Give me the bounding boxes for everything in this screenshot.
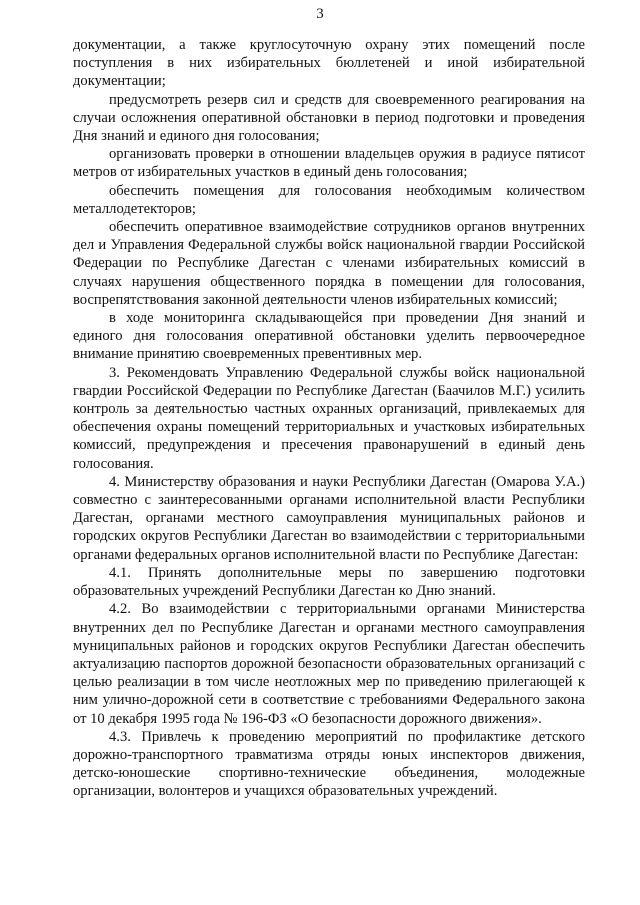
paragraph-item-4-3: 4.3. Привлечь к проведению мероприятий по профилактике детского дорожно-транспортного травматизма отряды юных инспекторов движения, детско-юношеские спортивно-технические объединения, молодежные организации, волонтеров и учащихся образовательных учреждений. (73, 728, 585, 800)
paragraph-item-3: 3. Рекомендовать Управлению Федеральной службы войск национальной гвардии Российской Федерации по Республике Дагестан (Баачилов М.Г.) усилить контроль за деятельностью частных охранных организаций, привлекаемых для обеспечения охраны помещений территориальных и участковых избирательных комиссий, предупреждения и пресечения правонарушений в единый день голосования. (73, 364, 585, 472)
paragraph-item-4: 4. Министерству образования и науки Республики Дагестан (Омарова У.А.) совместно с заинтересованными органами исполнительной власти Республики Дагестан, органами местного самоуправления муниципальных районов и городских округов Республики Дагестан во взаимодействии с территориальными органами федеральных органов исполнительной власти по Республике Дагестан: (73, 473, 585, 563)
paragraph-monitoring: в ходе мониторинга складывающейся при проведении Дня знаний и единого дня голосования оперативной обстановки уделить первоочередное внимание принятию своевременных превентивных мер. (73, 310, 585, 363)
page-number: 3 (316, 6, 324, 22)
paragraph-weapon-checks: организовать проверки в отношении владельцев оружия в радиусе пятисот метров от избирательных участков в единый день голосования; (73, 146, 585, 181)
paragraph-continuation: документации, а также круглосуточную охрану этих помещений после поступления в них избирательных бюллетеней и иной избирательной документации; (73, 37, 585, 90)
paragraph-reserve-forces: предусмотреть резерв сил и средств для своевременного реагирования на случаи осложнения оперативной обстановки в период подготовки и проведения Дня знаний и единого дня голосования; (73, 91, 585, 145)
paragraph-interaction: обеспечить оперативное взаимодействие сотрудников органов внутренних дел и Управления Федеральной службы войск национальной гвардии Российской Федерации по Республике Дагестан с членами избирательных комиссий в случаях нарушения общественного порядка в помещении для голосования, воспрепятствования законной деятельности членов избирательных комиссий; (73, 219, 585, 308)
document-body (73, 36, 585, 801)
paragraph-metal-detectors: обеспечить помещения для голосования необходимым количеством металлодетекторов; (73, 182, 585, 217)
paragraph-item-4-2: 4.2. Во взаимодействии с территориальными органами Министерства внутренних дел по Республике Дагестан и органами местного самоуправления муниципальных районов и городских округов Республики Дагестан обеспечить актуализацию паспортов дорожной безопасности образовательных организаций с целью реализации в том числе неотложных мер по приведению прилегающей к ним улично-дорожной сети в соответствие с требованиями Федерального закона от 10 декабря 1995 года № 196-ФЗ «О безопасности дорожного движения». (73, 601, 585, 727)
paragraph-item-4-1: 4.1. Принять дополнительные меры по завершению подготовки образовательных учреждений Республики Дагестан ко Дню знаний. (73, 564, 585, 600)
